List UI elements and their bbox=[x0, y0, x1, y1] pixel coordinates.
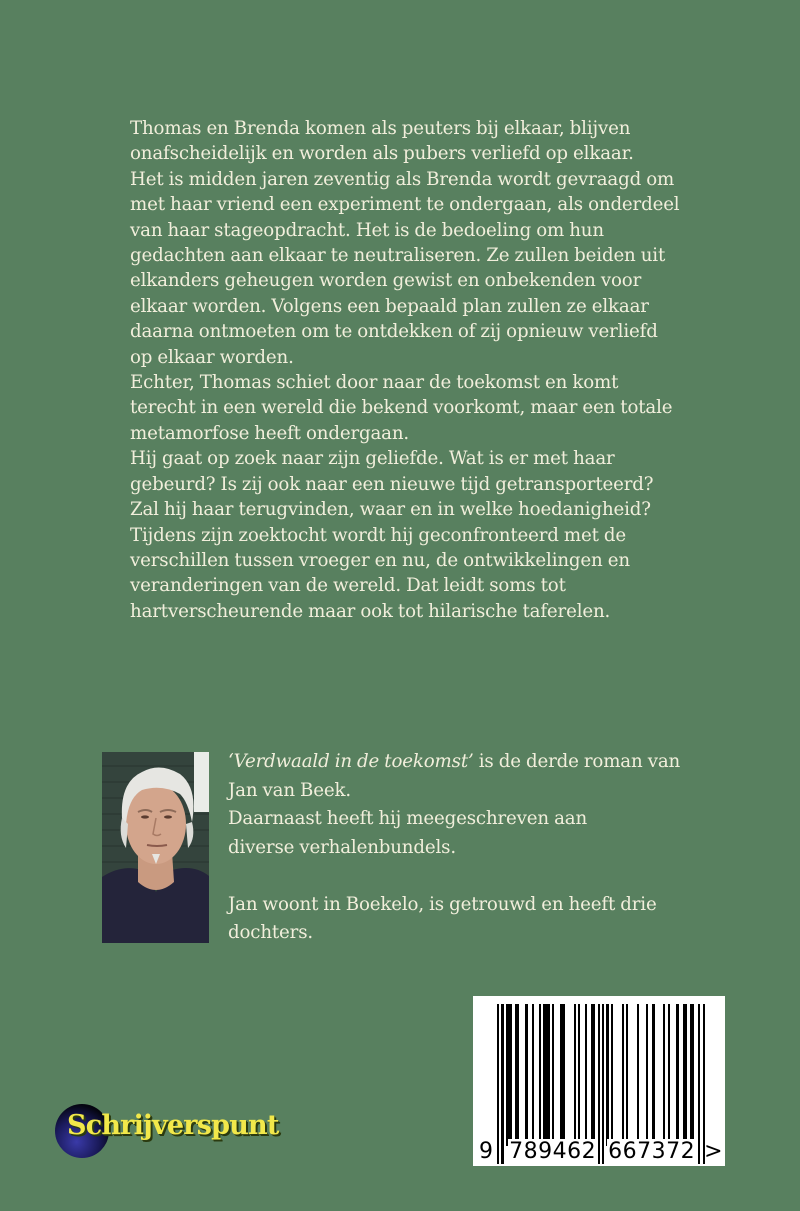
bio-line: Daarnaast heeft hij meegeschreven aan bbox=[228, 808, 588, 829]
barcode-digits bbox=[479, 1139, 723, 1164]
barcode-group-left: 789462 bbox=[509, 1139, 597, 1164]
blurb-line: van haar stageopdracht. Het is de bedoeling om hun bbox=[130, 219, 604, 241]
blurb-line: Tijdens zijn zoektocht wordt hij geconfronteerd met de bbox=[130, 524, 627, 546]
bio-line: diverse verhalenbundels. bbox=[228, 836, 456, 858]
blurb-line: gebeurd? Is zij ook naar een nieuwe tijd getransporteerd? bbox=[130, 473, 654, 495]
book-title: Verdwaald in de toekomst bbox=[233, 751, 468, 772]
blurb-line: hartverscheurende maar ook tot hilarische taferelen. bbox=[130, 600, 611, 622]
book-title-quote-open: ‘ bbox=[228, 751, 234, 772]
blurb-line: verschillen tussen vroeger en nu, de ontwikkelingen en bbox=[130, 549, 630, 571]
author-bio bbox=[228, 748, 748, 948]
blurb-line: Hij gaat op zoek naar zijn geliefde. Wat is er met haar bbox=[130, 448, 615, 470]
blurb-line: op elkaar worden. bbox=[130, 346, 294, 368]
blurb-line: met haar vriend een experiment te ondergaan, als onderdeel bbox=[130, 194, 680, 216]
blurb-line: terecht in een wereld die bekend voorkomt, maar een totale bbox=[130, 397, 673, 419]
blurb-line: elkaar worden. Volgens een bepaald plan zullen ze elkaar bbox=[130, 295, 649, 317]
publisher-wordmark: Schrijverspunt bbox=[67, 1110, 279, 1141]
bio-line bbox=[228, 748, 748, 777]
blurb-line: elkanders geheugen worden gewist en onbekenden voor bbox=[130, 270, 642, 292]
barcode-group-right: 667372 bbox=[608, 1139, 696, 1164]
blurb-line: Het is midden jaren zeventig als Brenda wordt gevraagd om bbox=[130, 168, 675, 190]
blurb-line: veranderingen van de wereld. Dat leidt soms tot bbox=[130, 575, 566, 597]
isbn-barcode bbox=[473, 996, 725, 1166]
blurb-line: Thomas en Brenda komen als peuters bij elkaar, blijven bbox=[130, 118, 631, 139]
back-cover-blurb bbox=[130, 116, 710, 624]
blurb-line: daarna ontmoeten om te ontdekken of zij opnieuw verliefd bbox=[130, 321, 658, 343]
bio-line-1-rest: is de derde roman van bbox=[473, 751, 681, 772]
portrait-image bbox=[102, 752, 209, 943]
blurb-line: gedachten aan elkaar te neutraliseren. Ze zullen beiden uit bbox=[130, 245, 666, 267]
barcode-quiet-zone-marker: > bbox=[704, 1139, 723, 1164]
blurb-line: onafscheidelijk en worden als pubers verliefd op elkaar. bbox=[130, 143, 634, 165]
paragraph-gap bbox=[228, 862, 748, 891]
book-title-quote-close: ’ bbox=[467, 751, 474, 772]
barcode-lead-digit: 9 bbox=[479, 1139, 494, 1164]
bio-line: dochters. bbox=[228, 922, 314, 943]
blurb-line: Zal hij haar terugvinden, waar en in welke hoedanigheid? bbox=[130, 499, 651, 521]
barcode-bars bbox=[497, 1004, 705, 1152]
publisher-logo bbox=[55, 1100, 325, 1164]
bio-line: Jan van Beek. bbox=[228, 779, 351, 801]
blurb-line: metamorfose heeft ondergaan. bbox=[130, 422, 410, 444]
author-photo bbox=[102, 752, 209, 943]
bio-line: Jan woont in Boekelo, is getrouwd en heeft drie bbox=[228, 893, 657, 915]
blurb-line: Echter, Thomas schiet door naar de toekomst en komt bbox=[130, 372, 619, 394]
